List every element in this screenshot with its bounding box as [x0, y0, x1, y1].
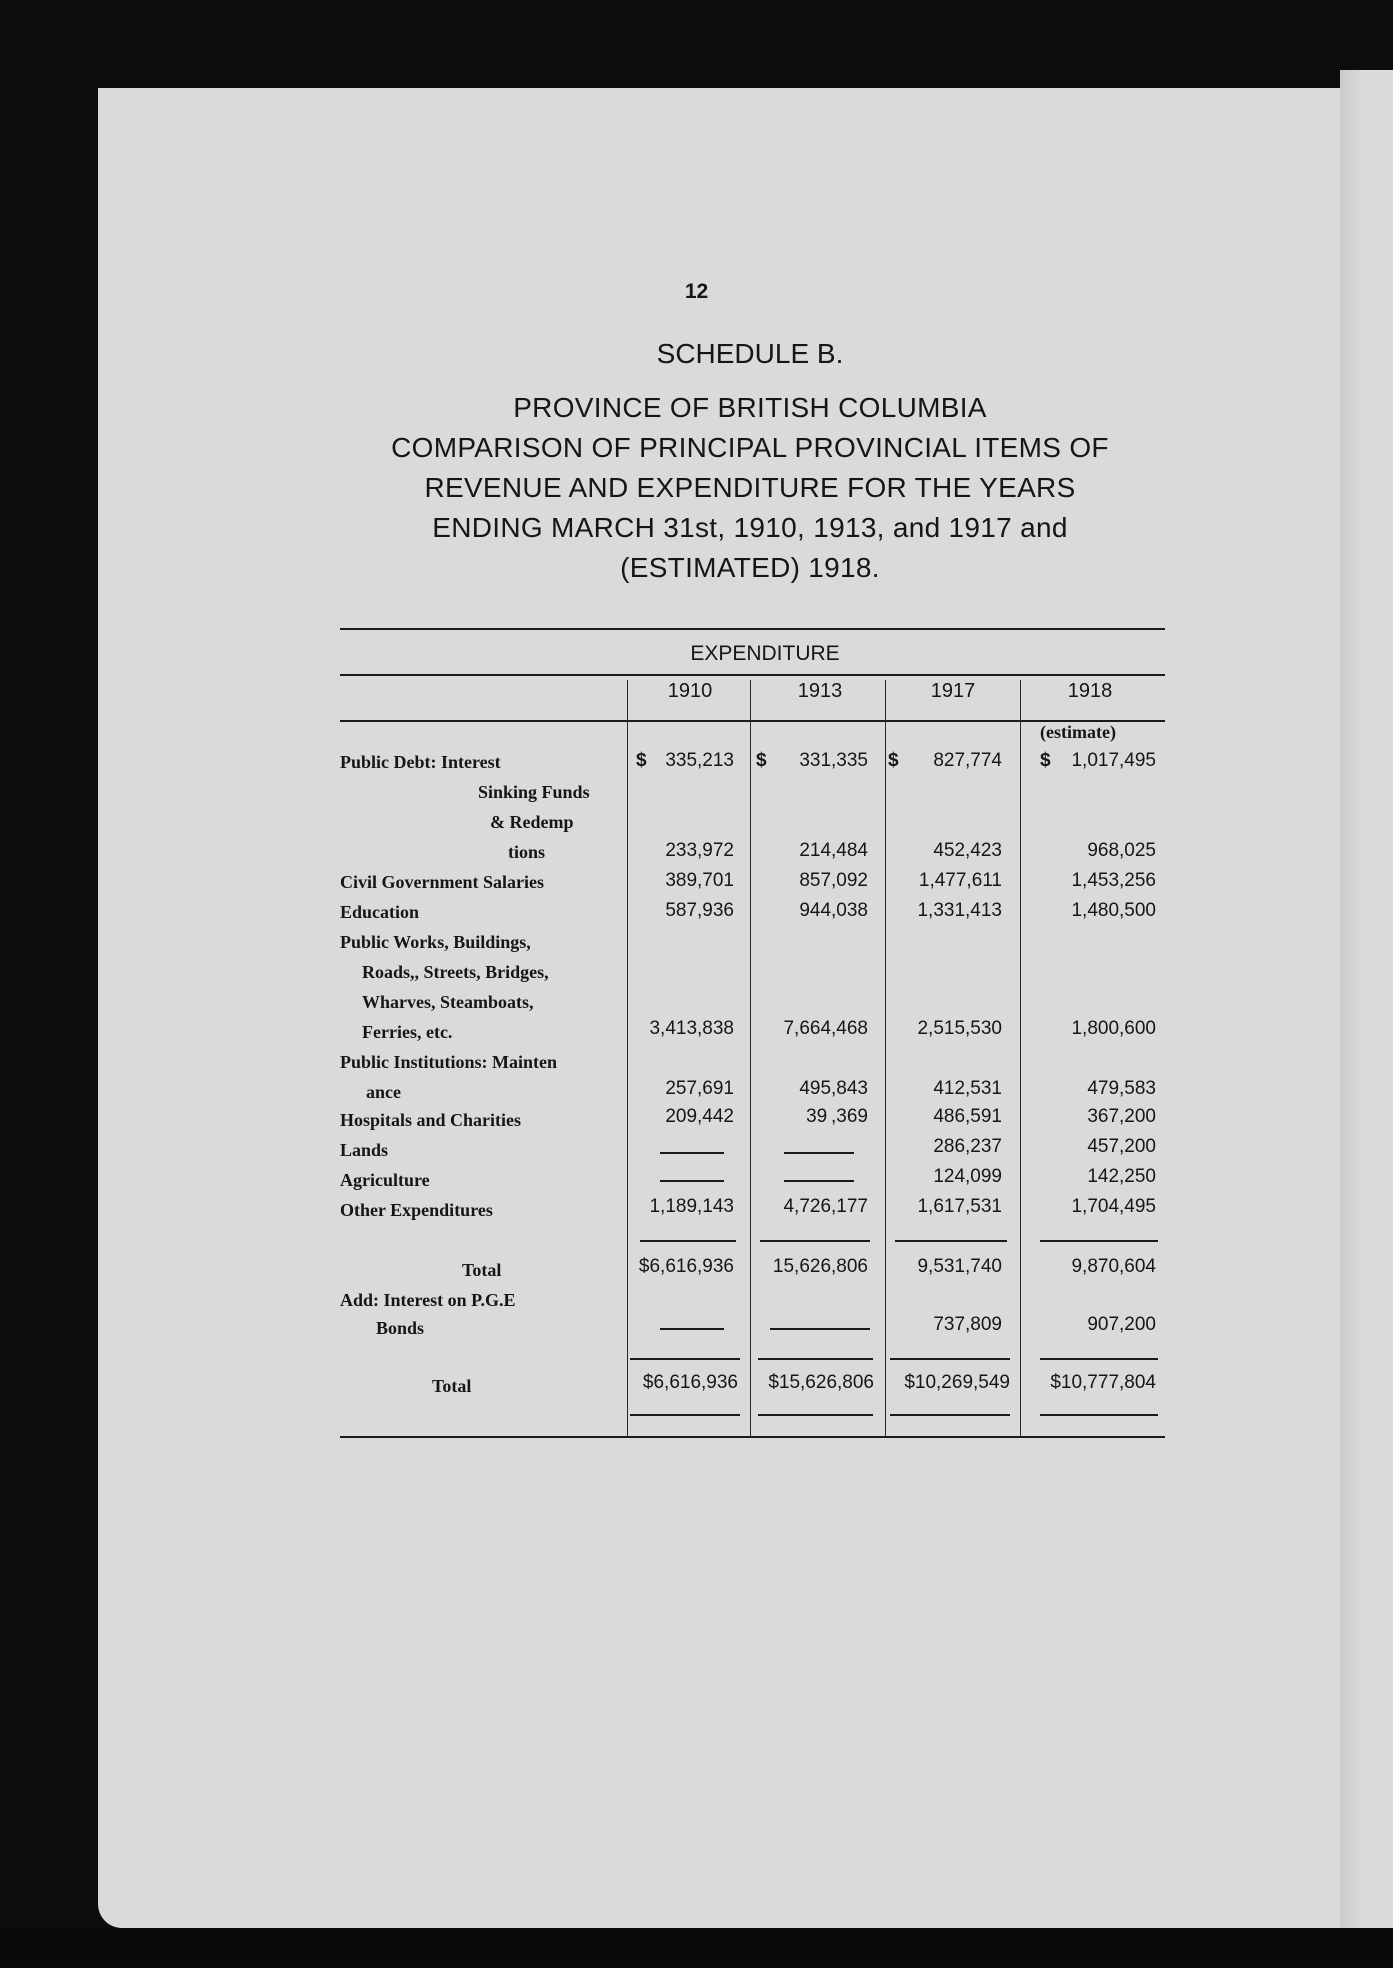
- cell-interest-1910: 335,213: [665, 750, 734, 771]
- cell-sinking-1910: 233,972: [665, 840, 734, 861]
- row-label-sinking-3: tions: [508, 842, 546, 862]
- row-label-works-2: Roads,, Streets, Bridges,: [362, 962, 549, 982]
- cell-lands-1917: 286,237: [933, 1136, 1002, 1157]
- total-rule: [758, 1358, 873, 1360]
- cell-works-1913: 7,664,468: [783, 1018, 868, 1039]
- total-rule: [1040, 1358, 1158, 1360]
- row-label-pge-2: Bonds: [376, 1318, 425, 1338]
- year-1918: 1918: [1067, 680, 1113, 702]
- row-label-total-1: Total: [462, 1260, 502, 1280]
- cell-total2-1918: $10,777,804: [1050, 1372, 1156, 1393]
- heading-rule: [340, 674, 1165, 676]
- empty-cell-dash: [770, 1328, 870, 1330]
- cell-civil-1917: 1,477,611: [918, 870, 1002, 891]
- cell-agriculture-1917: 124,099: [933, 1166, 1002, 1187]
- cell-institutions-1913: 495,843: [799, 1078, 868, 1099]
- column-divider-4: [1020, 680, 1021, 1436]
- cell-education-1917: 1,331,413: [917, 900, 1002, 921]
- empty-cell-dash: [660, 1152, 724, 1154]
- table-top-rule: [340, 628, 1165, 630]
- row-label-education: Education: [340, 902, 420, 922]
- cell-works-1910: 3,413,838: [649, 1018, 734, 1039]
- title-line-1: PROVINCE OF BRITISH COLUMBIA: [513, 392, 987, 423]
- cell-civil-1910: 389,701: [665, 870, 734, 891]
- schedule-title: SCHEDULE B.: [656, 338, 844, 369]
- cell-total1-1913: 15,626,806: [772, 1256, 868, 1277]
- cell-education-1910: 587,936: [665, 900, 734, 921]
- cell-hospitals-1917: 486,591: [933, 1106, 1002, 1127]
- cell-institutions-1917: 412,531: [933, 1078, 1002, 1099]
- row-label-works-1: Public Works, Buildings,: [340, 932, 531, 952]
- cell-civil-1913: 857,092: [799, 870, 868, 891]
- column-divider-1: [627, 680, 628, 1436]
- subtotal-rule: [1040, 1240, 1158, 1242]
- title-line-4: ENDING MARCH 31st, 1910, 1913, and 1917 and: [432, 512, 1068, 543]
- title-line-2: COMPARISON OF PRINCIPAL PROVINCIAL ITEMS OF: [391, 432, 1109, 463]
- cell-total2-1913: $15,626,806: [768, 1372, 874, 1393]
- empty-cell-dash: [784, 1152, 854, 1154]
- cell-total1-1917: 9,531,740: [917, 1256, 1002, 1277]
- title-line-3: REVENUE AND EXPENDITURE FOR THE YEARS: [424, 472, 1076, 503]
- page-number: 12: [684, 280, 709, 303]
- year-1910: 1910: [667, 680, 713, 702]
- row-label-civil: Civil Government Salaries: [340, 872, 544, 892]
- cell-total2-1910: $6,616,936: [642, 1372, 738, 1393]
- cell-hospitals-1910: 209,442: [665, 1106, 734, 1127]
- total-rule: [630, 1358, 740, 1360]
- cell-sinking-1913: 214,484: [799, 840, 868, 861]
- row-label-agriculture: Agriculture: [340, 1170, 430, 1190]
- cell-institutions-1910: 257,691: [665, 1078, 734, 1099]
- cell-education-1913: 944,038: [799, 900, 868, 921]
- cell-pge-1917: 737,809: [933, 1314, 1002, 1335]
- column-divider-2: [750, 680, 751, 1436]
- year-1917: 1917: [930, 680, 976, 702]
- cell-agriculture-1918: 142,250: [1087, 1166, 1156, 1187]
- row-label-works-3: Wharves, Steamboats,: [362, 992, 534, 1012]
- final-rule: [1040, 1414, 1158, 1416]
- empty-cell-dash: [660, 1180, 724, 1182]
- subtotal-rule: [640, 1240, 736, 1242]
- dollar-sign: $: [636, 750, 647, 771]
- cell-works-1917: 2,515,530: [917, 1018, 1002, 1039]
- cell-total1-1910: $6,616,936: [638, 1256, 734, 1277]
- row-label-pge-1: Add: Interest on P.G.E: [340, 1290, 516, 1310]
- row-label-works-4: Ferries, etc.: [362, 1022, 453, 1042]
- empty-cell-dash: [784, 1180, 854, 1182]
- final-rule: [758, 1414, 873, 1416]
- scan-bottom-edge: [0, 1928, 1393, 1968]
- cell-pge-1918: 907,200: [1087, 1314, 1156, 1335]
- cell-institutions-1918: 479,583: [1087, 1078, 1156, 1099]
- year-1913: 1913: [797, 680, 843, 702]
- dollar-sign: $: [888, 750, 899, 771]
- row-label-lands: Lands: [340, 1140, 389, 1160]
- table-bottom-rule: [340, 1436, 1165, 1438]
- cell-education-1918: 1,480,500: [1071, 900, 1156, 921]
- cell-interest-1917: 827,774: [933, 750, 1002, 771]
- empty-cell-dash: [660, 1328, 724, 1330]
- cell-civil-1918: 1,453,256: [1071, 870, 1156, 891]
- row-label-interest: Public Debt: Interest: [340, 752, 501, 772]
- row-label-hospitals: Hospitals and Charities: [340, 1110, 522, 1130]
- row-label-sinking-2: & Redemp: [490, 812, 574, 832]
- subtotal-rule: [895, 1240, 1007, 1242]
- cell-other-1913: 4,726,177: [783, 1196, 868, 1217]
- dollar-sign: $: [756, 750, 767, 771]
- row-label-other: Other Expenditures: [340, 1200, 493, 1220]
- cell-other-1918: 1,704,495: [1071, 1196, 1156, 1217]
- expenditure-heading: EXPENDITURE: [690, 642, 840, 665]
- subtotal-rule: [760, 1240, 870, 1242]
- cell-interest-1918: 1,017,495: [1071, 750, 1156, 771]
- row-label-institutions-2: ance: [366, 1082, 401, 1102]
- cell-hospitals-1918: 367,200: [1087, 1106, 1156, 1127]
- cell-other-1910: 1,189,143: [649, 1196, 734, 1217]
- cell-total2-1917: $10,269,549: [904, 1372, 1010, 1393]
- cell-lands-1918: 457,200: [1087, 1136, 1156, 1157]
- total-rule: [890, 1358, 1010, 1360]
- cell-works-1918: 1,800,600: [1071, 1018, 1156, 1039]
- row-label-total-2: Total: [432, 1376, 472, 1396]
- cell-interest-1913: 331,335: [799, 750, 868, 771]
- cell-sinking-1917: 452,423: [933, 840, 1002, 861]
- cell-hospitals-1913: 39 ,369: [806, 1106, 868, 1127]
- final-rule: [630, 1414, 740, 1416]
- cell-other-1917: 1,617,531: [917, 1196, 1002, 1217]
- cell-sinking-1918: 968,025: [1087, 840, 1156, 861]
- title-line-5: (ESTIMATED) 1918.: [620, 552, 880, 583]
- cell-total1-1918: 9,870,604: [1071, 1256, 1156, 1277]
- row-label-sinking-1: Sinking Funds: [478, 782, 590, 802]
- row-label-institutions-1: Public Institutions: Mainten: [340, 1052, 558, 1072]
- dollar-sign: $: [1040, 750, 1051, 771]
- estimate-note: (estimate): [1040, 722, 1116, 742]
- final-rule: [890, 1414, 1010, 1416]
